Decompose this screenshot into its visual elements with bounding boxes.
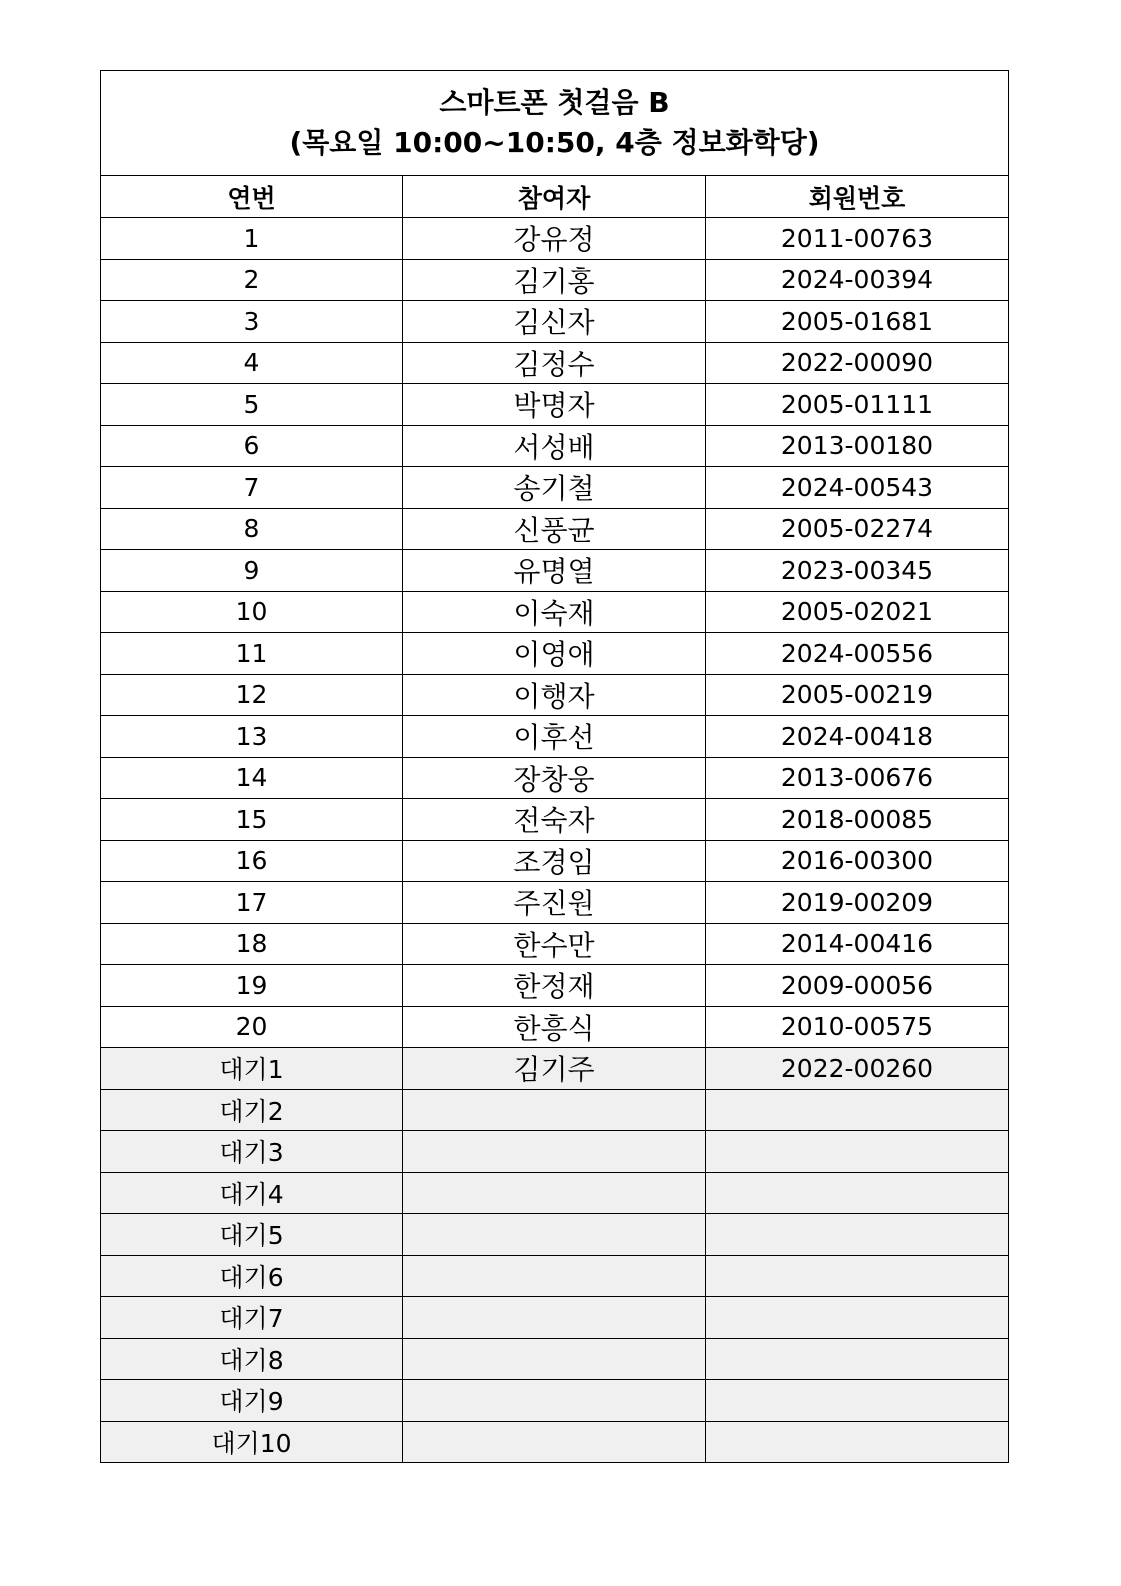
- member-number-cell: 2024-00556: [706, 633, 1009, 675]
- seq-cell: 17: [101, 882, 403, 924]
- participant-name-cell: [403, 1255, 706, 1297]
- member-number-cell: 2010-00575: [706, 1006, 1009, 1048]
- table-row: [101, 425, 1009, 467]
- member-number-cell: 2013-00180: [706, 425, 1009, 467]
- member-number-cell: 2024-00543: [706, 467, 1009, 509]
- seq-cell: 20: [101, 1006, 403, 1048]
- seq-cell: 대기6: [101, 1255, 403, 1297]
- participant-name-cell: [403, 1421, 706, 1463]
- member-number-cell: 2014-00416: [706, 923, 1009, 965]
- seq-cell: 대기7: [101, 1297, 403, 1339]
- participant-name-cell: 장창웅: [403, 757, 706, 799]
- table-row: [101, 591, 1009, 633]
- member-number-cell: 2011-00763: [706, 218, 1009, 260]
- table-body: [101, 218, 1009, 1463]
- seq-cell: 9: [101, 550, 403, 592]
- member-number-cell: 2024-00418: [706, 716, 1009, 758]
- member-number-cell: [706, 1380, 1009, 1422]
- seq-cell: 14: [101, 757, 403, 799]
- table-row: [101, 467, 1009, 509]
- participant-name-cell: 이영애: [403, 633, 706, 675]
- participant-name-cell: [403, 1172, 706, 1214]
- waitlist-row: [101, 1297, 1009, 1339]
- member-number-cell: [706, 1255, 1009, 1297]
- seq-cell: 4: [101, 342, 403, 384]
- member-number-cell: [706, 1421, 1009, 1463]
- seq-cell: 11: [101, 633, 403, 675]
- participant-name-cell: 이후선: [403, 716, 706, 758]
- participant-name-cell: 송기철: [403, 467, 706, 509]
- participant-name-cell: 강유정: [403, 218, 706, 260]
- seq-cell: 16: [101, 840, 403, 882]
- table-title: [101, 71, 1009, 176]
- seq-cell: 5: [101, 384, 403, 426]
- participant-name-cell: 김기홍: [403, 259, 706, 301]
- table-row: [101, 1006, 1009, 1048]
- seq-cell: 대기10: [101, 1421, 403, 1463]
- table-row: [101, 342, 1009, 384]
- table-row: [101, 508, 1009, 550]
- table-row: [101, 550, 1009, 592]
- seq-cell: 15: [101, 799, 403, 841]
- table-row: [101, 840, 1009, 882]
- waitlist-row: [101, 1131, 1009, 1173]
- participant-name-cell: 김기주: [403, 1048, 706, 1090]
- member-number-cell: 2022-00090: [706, 342, 1009, 384]
- member-number-cell: 2016-00300: [706, 840, 1009, 882]
- member-number-cell: [706, 1338, 1009, 1380]
- member-number-cell: 2005-01111: [706, 384, 1009, 426]
- header-participant: 참여자: [403, 176, 706, 218]
- member-number-cell: 2005-00219: [706, 674, 1009, 716]
- participant-name-cell: 신풍균: [403, 508, 706, 550]
- seq-cell: 대기8: [101, 1338, 403, 1380]
- table-row: [101, 882, 1009, 924]
- seq-cell: 대기4: [101, 1172, 403, 1214]
- seq-cell: 13: [101, 716, 403, 758]
- member-number-cell: 2005-02021: [706, 591, 1009, 633]
- table-row: [101, 923, 1009, 965]
- waitlist-row: [101, 1380, 1009, 1422]
- member-number-cell: 2009-00056: [706, 965, 1009, 1007]
- table-row: [101, 633, 1009, 675]
- member-number-cell: [706, 1089, 1009, 1131]
- seq-cell: 8: [101, 508, 403, 550]
- participant-name-cell: 박명자: [403, 384, 706, 426]
- table-row: [101, 259, 1009, 301]
- participant-name-cell: [403, 1297, 706, 1339]
- table-row: [101, 965, 1009, 1007]
- participant-name-cell: 주진원: [403, 882, 706, 924]
- table-row: [101, 674, 1009, 716]
- participant-name-cell: 김정수: [403, 342, 706, 384]
- member-number-cell: 2013-00676: [706, 757, 1009, 799]
- participant-name-cell: [403, 1089, 706, 1131]
- participant-name-cell: 서성배: [403, 425, 706, 467]
- participant-name-cell: [403, 1338, 706, 1380]
- header-row: [101, 176, 1009, 218]
- participant-name-cell: 조경임: [403, 840, 706, 882]
- participant-name-cell: 이행자: [403, 674, 706, 716]
- seq-cell: 대기9: [101, 1380, 403, 1422]
- participant-name-cell: 유명열: [403, 550, 706, 592]
- member-number-cell: [706, 1214, 1009, 1256]
- table-row: [101, 384, 1009, 426]
- member-number-cell: 2019-00209: [706, 882, 1009, 924]
- seq-cell: 1: [101, 218, 403, 260]
- seq-cell: 2: [101, 259, 403, 301]
- member-number-cell: [706, 1172, 1009, 1214]
- participant-name-cell: 한흥식: [403, 1006, 706, 1048]
- participant-name-cell: 한정재: [403, 965, 706, 1007]
- seq-cell: 7: [101, 467, 403, 509]
- seq-cell: 대기2: [101, 1089, 403, 1131]
- class-name: 스마트폰 첫걸음 B: [439, 86, 670, 119]
- table-row: [101, 716, 1009, 758]
- table-row: [101, 799, 1009, 841]
- member-number-cell: 2023-00345: [706, 550, 1009, 592]
- member-number-cell: 2024-00394: [706, 259, 1009, 301]
- member-number-cell: 2018-00085: [706, 799, 1009, 841]
- waitlist-row: [101, 1172, 1009, 1214]
- participant-table: [100, 70, 1009, 1463]
- waitlist-row: [101, 1048, 1009, 1090]
- participant-name-cell: 이숙재: [403, 591, 706, 633]
- table-row: [101, 218, 1009, 260]
- seq-cell: 10: [101, 591, 403, 633]
- participant-name-cell: 김신자: [403, 301, 706, 343]
- table-row: [101, 301, 1009, 343]
- seq-cell: 18: [101, 923, 403, 965]
- title-row: [101, 71, 1009, 176]
- header-seq: 연번: [101, 176, 403, 218]
- participant-name-cell: [403, 1214, 706, 1256]
- member-number-cell: 2022-00260: [706, 1048, 1009, 1090]
- waitlist-row: [101, 1214, 1009, 1256]
- participant-name-cell: [403, 1380, 706, 1422]
- participant-name-cell: 한수만: [403, 923, 706, 965]
- waitlist-row: [101, 1089, 1009, 1131]
- member-number-cell: [706, 1297, 1009, 1339]
- seq-cell: 대기3: [101, 1131, 403, 1173]
- seq-cell: 12: [101, 674, 403, 716]
- participant-name-cell: 전숙자: [403, 799, 706, 841]
- seq-cell: 대기5: [101, 1214, 403, 1256]
- waitlist-row: [101, 1255, 1009, 1297]
- member-number-cell: 2005-02274: [706, 508, 1009, 550]
- member-number-cell: [706, 1131, 1009, 1173]
- header-member-no: 회원번호: [706, 176, 1009, 218]
- waitlist-row: [101, 1338, 1009, 1380]
- seq-cell: 대기1: [101, 1048, 403, 1090]
- waitlist-row: [101, 1421, 1009, 1463]
- seq-cell: 3: [101, 301, 403, 343]
- member-number-cell: 2005-01681: [706, 301, 1009, 343]
- seq-cell: 6: [101, 425, 403, 467]
- table-row: [101, 757, 1009, 799]
- seq-cell: 19: [101, 965, 403, 1007]
- class-schedule: (목요일 10:00~10:50, 4층 정보화학당): [289, 126, 820, 159]
- participant-name-cell: [403, 1131, 706, 1173]
